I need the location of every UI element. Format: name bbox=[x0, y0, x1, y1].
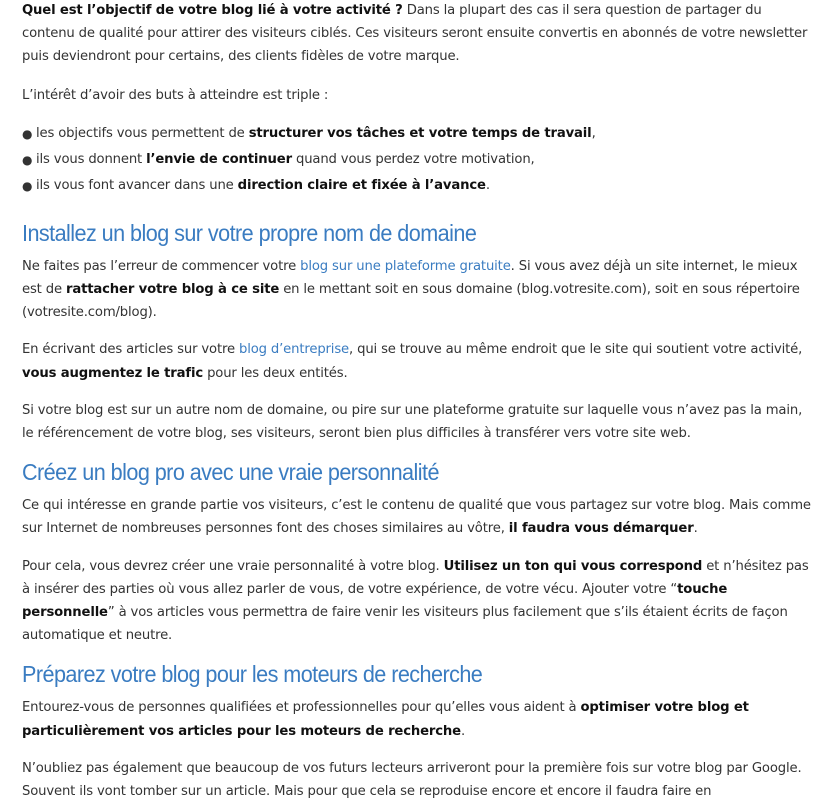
list-item-text: les objectifs vous permettent de bbox=[36, 125, 249, 141]
paragraph-quality-content bbox=[22, 494, 817, 540]
paragraph-text: Pour cela, vous devrez créer une vraie personnalité à votre blog. bbox=[22, 558, 444, 574]
heading-domain-name: Installez un blog sur votre propre nom de domaine bbox=[22, 219, 477, 246]
list-item-bold: structurer vos tâches et votre temps de travail bbox=[248, 125, 592, 141]
paragraph-text: N’oubliez pas également que beaucoup de vos futurs lecteurs arriveront pour la première fois sur votre blog par Google. Souvent ils vont tomber sur un article. Mais pour que cela se reproduise encore et encore il faudra faire en bbox=[22, 760, 802, 800]
bold-increase-traffic: vous augmentez le trafic bbox=[22, 365, 204, 381]
paragraph-other-domain bbox=[22, 399, 817, 445]
paragraph-text: . Si vous avez déjà un site internet, le mieux est de bbox=[22, 258, 798, 298]
bold-attach-blog: rattacher votre blog à ce site bbox=[65, 282, 280, 298]
bold-tone: Utilisez un ton qui vous correspond bbox=[443, 558, 703, 574]
paragraph-text: Ce qui intéresse en grande partie vos visiteurs, c’est le contenu de qualité que vous partagez sur votre blog. Mais comme sur Internet de nombreuses personnes font des choses similaires au vôtre, bbox=[22, 498, 811, 537]
list-item-bold: l’envie de continuer bbox=[146, 151, 292, 167]
bullet-icon: ● bbox=[22, 178, 33, 193]
list-item-text: quand vous perdez votre motivation, bbox=[291, 151, 535, 167]
list-item-text: ils vous font avancer dans une bbox=[36, 177, 238, 193]
paragraph-text: . bbox=[460, 723, 466, 739]
paragraph-text: Dans la plupart des cas il sera question de partager du contenu de qualité pour attirer des visiteurs ciblés. Ces visiteurs seront ensuite convertis en abonnés de votre newsletter puis deviendront pour certains, des clients fidèles de votre marque. bbox=[22, 3, 808, 65]
bold-personal-touch: touche personnelle bbox=[22, 581, 728, 621]
paragraph-triple-interest bbox=[22, 84, 817, 107]
list-item bbox=[22, 121, 817, 147]
paragraph-text: en le mettant soit en sous domaine (blog.votresite.com), soit en sous répertoire (votresite.com/blog). bbox=[22, 282, 800, 321]
paragraph-blog-objective bbox=[22, 0, 817, 69]
paragraph-business-blog bbox=[22, 338, 817, 384]
link-business-blog[interactable]: blog d’entreprise bbox=[239, 342, 350, 358]
bold-question: Quel est l’objectif de votre blog lié à votre activité ? bbox=[22, 3, 403, 18]
paragraph-text: Ne faites pas l’erreur de commencer votre bbox=[22, 258, 301, 274]
list-item-text: , bbox=[591, 125, 596, 141]
paragraph-text: Si votre blog est sur un autre nom de domaine, ou pire sur une plateforme gratuite sur laquelle vous n’avez pas la main, le référencement de votre blog, ses visiteurs, seront bien plus difficiles à transférer vers votre site web. bbox=[22, 402, 803, 442]
bullet-icon: ● bbox=[22, 126, 33, 141]
list-item-bold: direction claire et fixée à l’avance bbox=[237, 177, 486, 193]
paragraph-text: ” à vos articles vous permettra de faire venir les visiteurs plus facilement que s’ils étaient écrits de façon automatique et neutre. bbox=[22, 605, 788, 644]
paragraph-personal-touch bbox=[22, 555, 817, 648]
paragraph-google-readers bbox=[22, 757, 817, 803]
paragraph-text: En écrivant des articles sur votre bbox=[22, 342, 239, 358]
link-free-platform[interactable]: blog sur une plateforme gratuite bbox=[300, 258, 511, 274]
paragraph-text: , qui se trouve au même endroit que le site qui soutient votre activité, bbox=[349, 342, 803, 358]
heading-search-engines: Préparez votre blog pour les moteurs de recherche bbox=[22, 661, 483, 688]
paragraph-text: Entourez-vous de personnes qualifiées et professionnelles pour qu’elles vous aident à bbox=[22, 700, 581, 716]
list-item bbox=[22, 147, 817, 173]
list-item-text: . bbox=[485, 177, 490, 193]
heading-personality: Créez un blog pro avec une vraie personnalité bbox=[22, 459, 439, 486]
bullet-icon: ● bbox=[22, 152, 33, 167]
paragraph-text: pour les deux entités. bbox=[203, 365, 348, 381]
paragraph-text: . bbox=[693, 521, 698, 537]
paragraph-text: et n’hésitez pas à insérer des parties où vous allez parler de vous, de votre expérience, de votre vécu. Ajouter votre “ bbox=[22, 558, 809, 597]
paragraph-text: L’intérêt d’avoir des buts à atteindre est triple : bbox=[22, 87, 329, 103]
paragraph-domain bbox=[22, 255, 817, 325]
goals-bullet-list bbox=[22, 121, 817, 199]
paragraph-seo-experts bbox=[22, 696, 817, 742]
bold-stand-out: il faudra vous démarquer bbox=[508, 521, 694, 537]
bold-optimize-blog: optimiser votre blog et particulièrement vos articles pour les moteurs de recherche bbox=[22, 700, 749, 739]
list-item bbox=[22, 173, 817, 199]
list-item-text: ils vous donnent bbox=[36, 151, 147, 167]
